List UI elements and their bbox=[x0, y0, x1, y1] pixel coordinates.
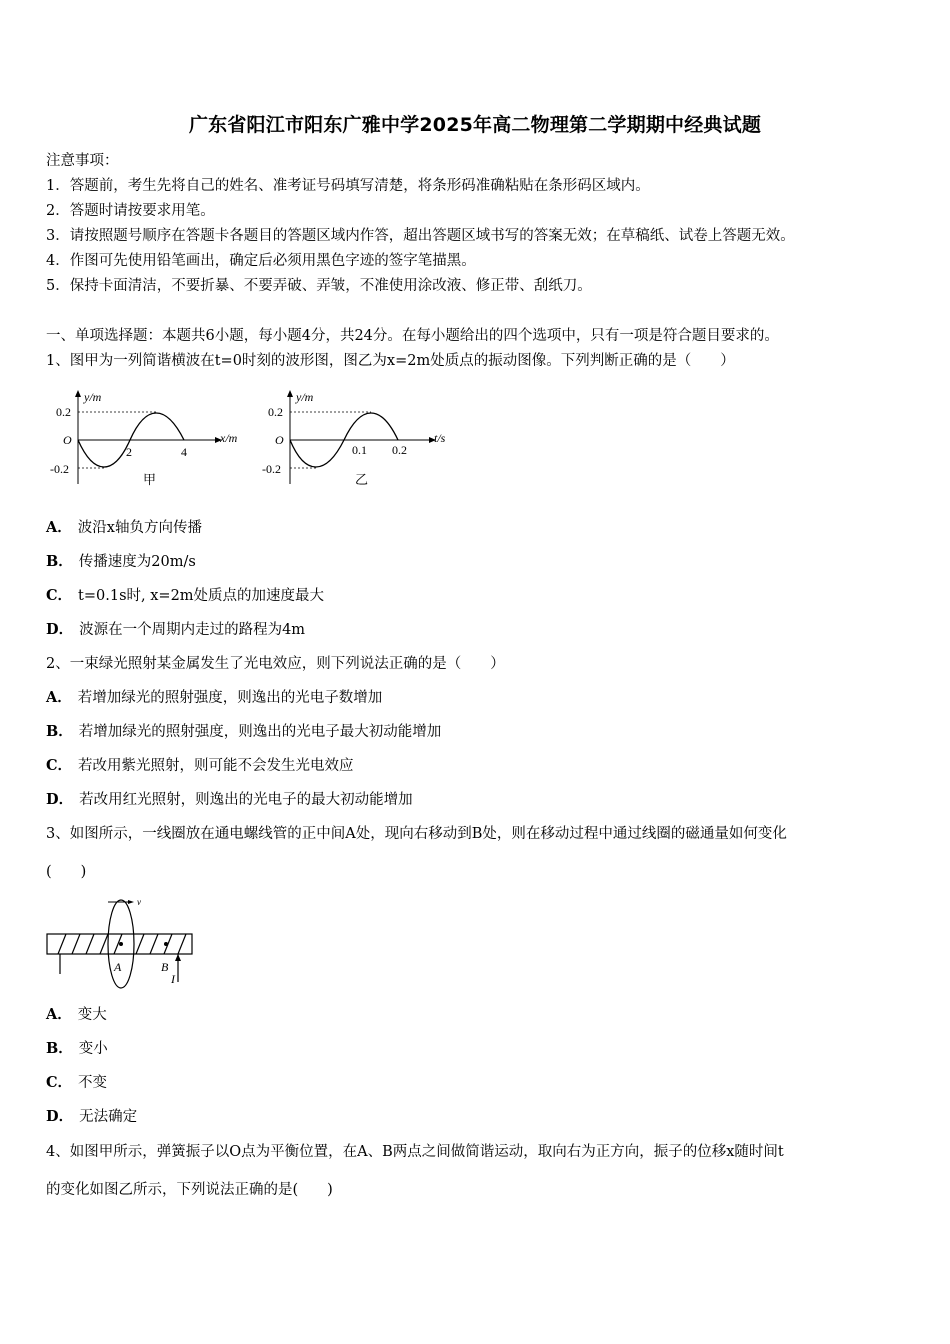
q1-option-a[interactable]: A． 波沿x轴负方向传播 bbox=[46, 519, 202, 536]
graph-b-origin: O bbox=[275, 433, 284, 447]
q3-solenoid-figure bbox=[44, 892, 196, 992]
graph-a-tick: 2 bbox=[126, 445, 132, 459]
q2-option-a[interactable]: A． 若增加绿光的照射强度，则逸出的光电子数增加 bbox=[46, 689, 383, 706]
q2-option-d[interactable]: D． 若改用红光照射，则逸出的光电子的最大初动能增加 bbox=[46, 791, 413, 808]
section-heading: 一、单项选择题：本题共6小题，每小题4分，共24分。在每小题给出的四个选项中，只有一项是符合题目要求的。 bbox=[46, 328, 779, 344]
graph-a-ymin: -0.2 bbox=[50, 462, 69, 476]
q3-option-d[interactable]: D． 无法确定 bbox=[46, 1108, 138, 1125]
notice-item: 4．作图可先使用铅笔画出，确定后必须用黑色字迹的签字笔描黑。 bbox=[46, 253, 476, 269]
question-3-stem: 3、如图所示，一线圈放在通电螺线管的正中间A处，现向右移动到B处，则在移动过程中通过线圈的磁通量如何变化 bbox=[46, 826, 787, 842]
graph-a-tick: 4 bbox=[181, 445, 187, 459]
graph-a-ylabel: y/m bbox=[84, 390, 102, 404]
graph-a-xlabel: x/m bbox=[220, 431, 238, 445]
q1-option-c[interactable]: C． t=0.1s时, x=2m处质点的加速度最大 bbox=[46, 587, 325, 604]
q3-option-c[interactable]: C． 不变 bbox=[46, 1074, 108, 1091]
question-1-stem: 1、图甲为一列简谐横波在t=0时刻的波形图，图乙为x=2m处质点的振动图像。下列判断正确的是（ ） bbox=[46, 353, 735, 369]
question-4-stem-tail: 的变化如图乙所示，下列说法正确的是( ) bbox=[46, 1182, 333, 1198]
graph-a-caption: 甲 bbox=[143, 472, 157, 487]
page-title: 广东省阳江市阳东广雅中学2025年高二物理第二学期期中经典试题 bbox=[188, 114, 762, 136]
q1-option-b[interactable]: B． 传播速度为20m/s bbox=[46, 553, 196, 570]
q1-graphs bbox=[44, 384, 464, 492]
graph-b-ymin: -0.2 bbox=[262, 462, 281, 476]
graph-b bbox=[262, 390, 446, 487]
question-4-stem: 4、如图甲所示，弹簧振子以O点为平衡位置，在A、B两点之间做简谐运动，取向右为正方向，振子的位移x随时间t bbox=[46, 1144, 784, 1160]
notice-heading: 注意事项： bbox=[46, 153, 119, 169]
figure-label-a: A bbox=[114, 960, 122, 974]
graph-b-tick: 0.2 bbox=[392, 443, 407, 457]
q2-option-b[interactable]: B． 若增加绿光的照射强度，则逸出的光电子最大初动能增加 bbox=[46, 723, 442, 740]
figure-label-i: I bbox=[171, 972, 175, 986]
question-3-stem-tail: ( ) bbox=[46, 864, 87, 880]
q3-option-a[interactable]: A． 变大 bbox=[46, 1006, 107, 1023]
graph-a-origin: O bbox=[63, 433, 72, 447]
notice-item: 1．答题前，考生先将自己的姓名、准考证号码填写清楚，将条形码准确粘贴在条形码区域内。 bbox=[46, 178, 650, 194]
graph-b-xlabel: t/s bbox=[434, 431, 446, 445]
q3-option-b[interactable]: B． 变小 bbox=[46, 1040, 108, 1057]
notice-item: 3．请按照题号顺序在答题卡各题目的答题区域内作答，超出答题区域书写的答案无效；在草稿纸、试卷上答题无效。 bbox=[46, 228, 795, 244]
q1-option-d[interactable]: D． 波源在一个周期内走过的路程为4m bbox=[46, 621, 306, 638]
graph-b-caption: 乙 bbox=[355, 472, 369, 487]
notice-item: 2．答题时请按要求用笔。 bbox=[46, 203, 215, 219]
notice-item: 5．保持卡面清洁，不要折暴、不要弄破、弄皱，不准使用涂改液、修正带、刮纸刀。 bbox=[46, 278, 592, 294]
figure-label-b: B bbox=[161, 960, 169, 974]
graph-b-ymax: 0.2 bbox=[268, 405, 283, 419]
figure-label-v: v bbox=[137, 897, 141, 907]
q2-option-c[interactable]: C． 若改用紫光照射，则可能不会发生光电效应 bbox=[46, 757, 354, 774]
question-2-stem: 2、一束绿光照射某金属发生了光电效应，则下列说法正确的是（ ） bbox=[46, 656, 505, 672]
graph-b-ylabel: y/m bbox=[296, 390, 314, 404]
graph-a-ymax: 0.2 bbox=[56, 405, 71, 419]
graph-a bbox=[50, 390, 238, 487]
graph-b-tick: 0.1 bbox=[352, 443, 367, 457]
